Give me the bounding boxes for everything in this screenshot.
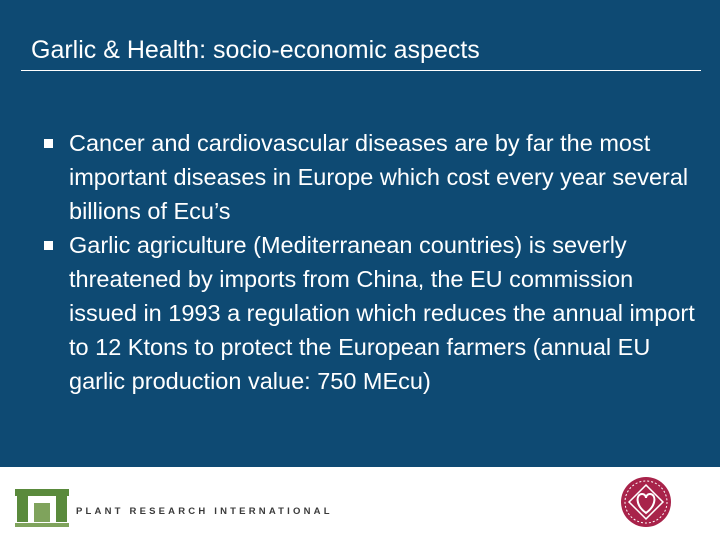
footer xyxy=(0,467,720,540)
organization-name: PLANT RESEARCH INTERNATIONAL xyxy=(76,506,333,517)
heart-badge-icon xyxy=(619,475,673,529)
bullet-text: Garlic agriculture (Mediterranean countries) is severly threatened by imports from China, the EU commission issued in 1993 a regulation which reduces the annual import to 12 Ktons to protect the European farmers (annual EU garlic production value: 750 MEcu) xyxy=(69,232,695,394)
title-divider xyxy=(21,70,701,71)
bullet-list xyxy=(44,126,704,398)
bullet-item xyxy=(44,126,704,228)
bullet-item xyxy=(44,228,704,398)
square-bullet-icon xyxy=(44,139,53,148)
plant-research-logo-icon xyxy=(15,489,69,527)
square-bullet-icon xyxy=(44,241,53,250)
bullet-text: Cancer and cardiovascular diseases are by far the most important diseases in Europe which cost every year several billions of Ecu’s xyxy=(69,130,689,224)
slide-title: Garlic & Health: socio-economic aspects xyxy=(31,36,480,64)
